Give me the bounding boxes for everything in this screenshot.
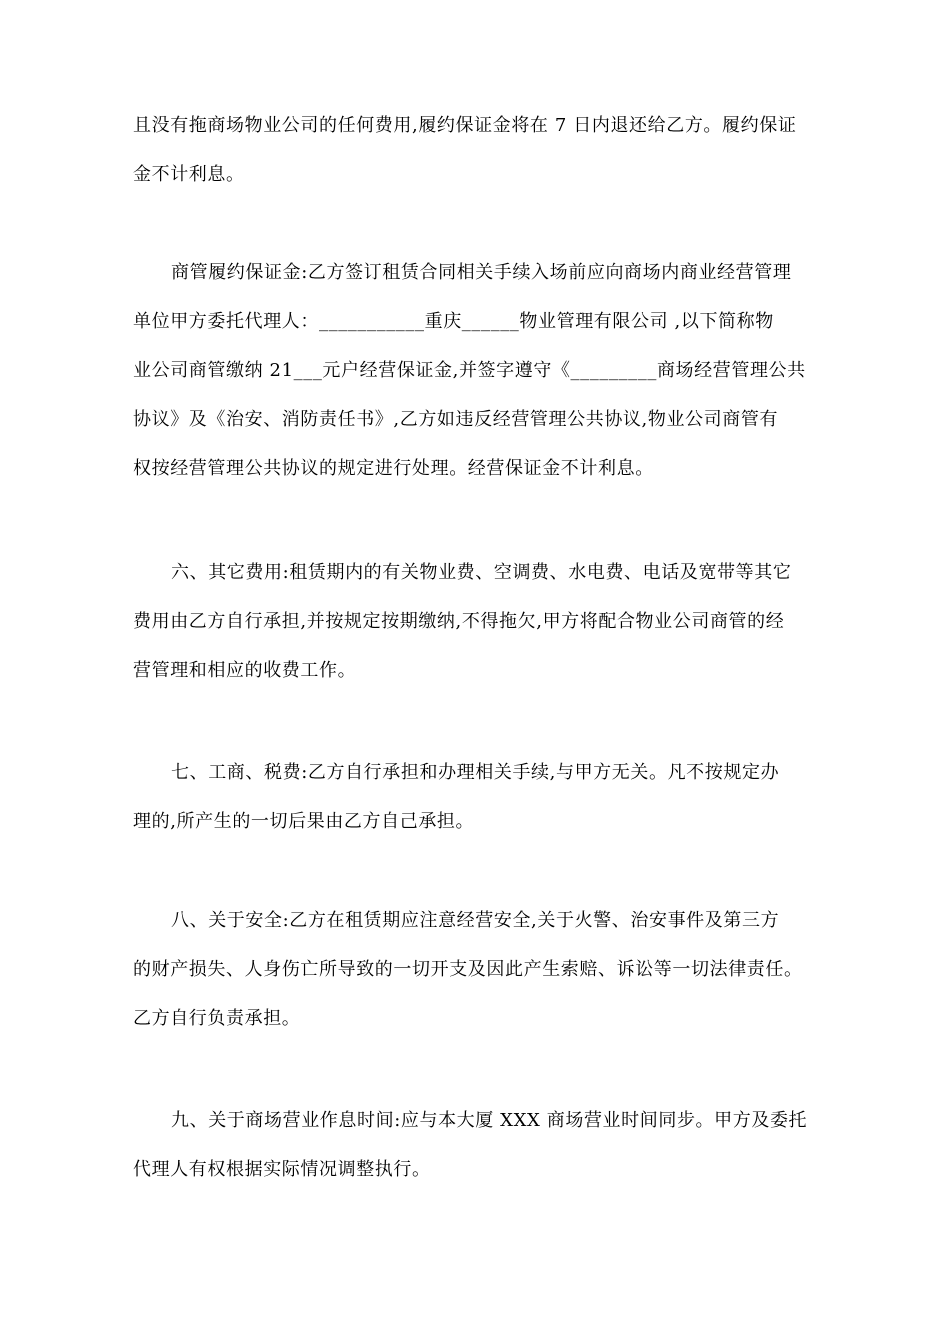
paragraph-line: 权按经营管理公共协议的规定进行处理。经营保证金不计利息。 (133, 458, 654, 479)
paragraph-line: 费用由乙方自行承担,并按规定按期缴纳,不得拖欠,甲方将配合物业公司商管的经 (133, 611, 785, 632)
paragraph-line: 八、关于安全:乙方在租赁期应注意经营安全,关于火警、治安事件及第三方 (171, 910, 780, 931)
paragraph-line: 乙方自行负责承担。 (133, 1008, 301, 1029)
paragraph-section-7-business-tax (133, 748, 833, 846)
paragraph-section-8-safety (133, 896, 833, 1043)
paragraph-line: 七、工商、税费:乙方自行承担和办理相关手续,与甲方无关。凡不按规定办 (171, 762, 780, 783)
paragraph-line: 营管理和相应的收费工作。 (133, 660, 357, 681)
paragraph-line: 业公司商管缴纳 21___元户经营保证金,并签字遵守《_________商场经营管理公共 (133, 360, 806, 381)
paragraph-section-6-other-fees (133, 548, 833, 695)
paragraph-management-deposit (133, 248, 833, 493)
paragraph-deposit-refund (133, 101, 833, 199)
paragraph-line: 单位甲方委托代理人：___________重庆______物业管理有限公司 ,以下简称物 (133, 311, 774, 332)
paragraph-line: 九、关于商场营业作息时间:应与本大厦 XXX 商场营业时间同步。甲方及委托 (171, 1110, 808, 1131)
paragraph-line: 六、其它费用:租赁期内的有关物业费、空调费、水电费、电话及宽带等其它 (171, 562, 792, 583)
paragraph-line: 代理人有权根据实际情况调整执行。 (133, 1159, 431, 1180)
paragraph-line: 的财产损失、人身伤亡所导致的一切开支及因此产生索赔、诉讼等一切法律责任。 (133, 959, 803, 980)
paragraph-line: 金不计利息。 (133, 164, 245, 185)
paragraph-line: 商管履约保证金:乙方签订租赁合同相关手续入场前应向商场内商业经营管理 (171, 262, 792, 283)
paragraph-line: 且没有拖商场物业公司的任何费用,履约保证金将在 7 日内退还给乙方。履约保证 (133, 115, 797, 136)
paragraph-section-9-business-hours (133, 1096, 833, 1194)
paragraph-line: 理的,所产生的一切后果由乙方自己承担。 (133, 811, 475, 832)
paragraph-line: 协议》及《治安、消防责任书》,乙方如违反经营管理公共协议,物业公司商管有 (133, 409, 779, 430)
